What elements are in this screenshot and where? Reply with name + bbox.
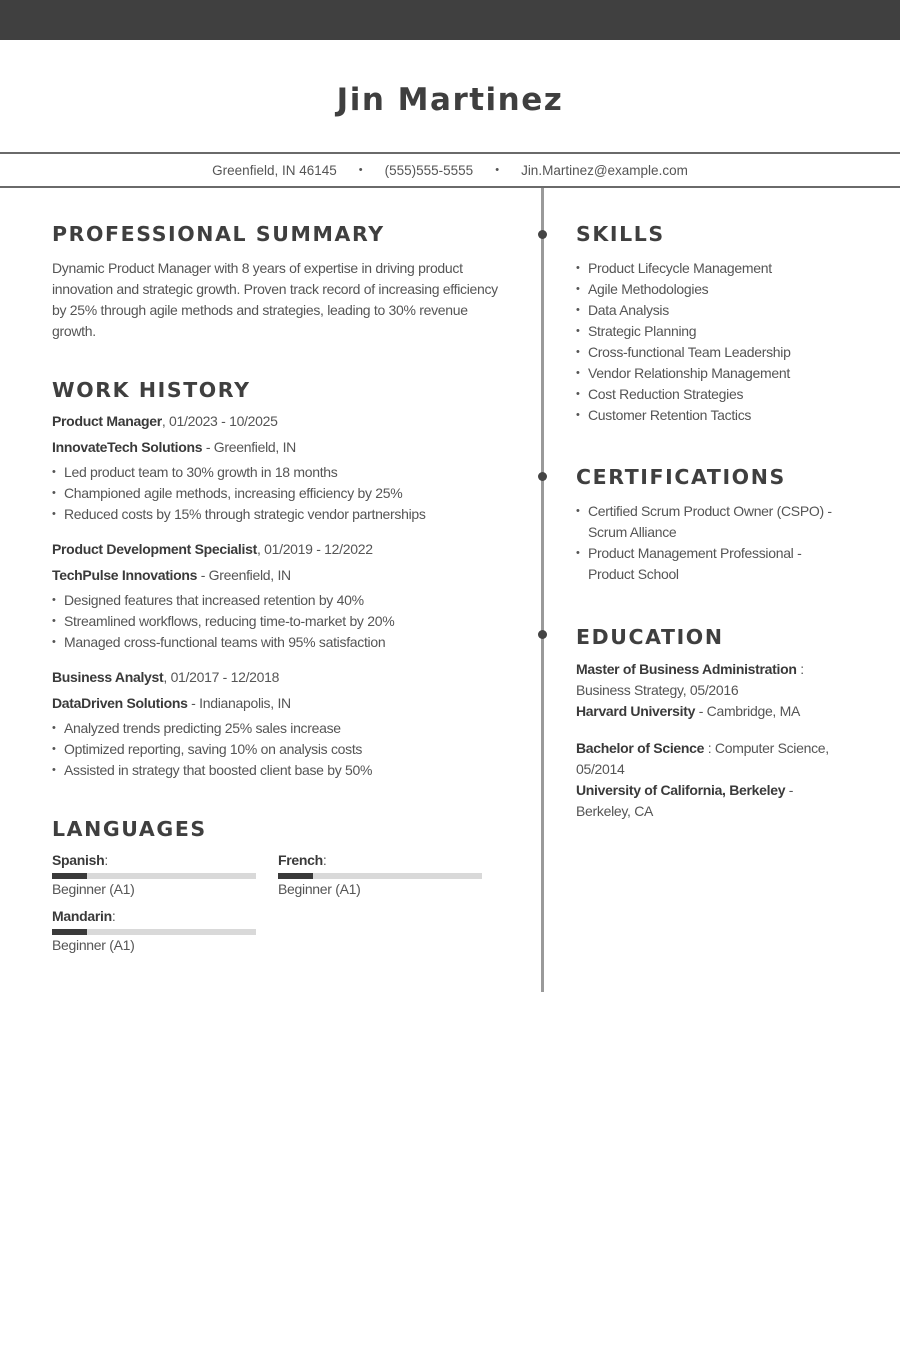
skill-item: • Vendor Relationship Management <box>576 363 866 384</box>
job-dates: , 01/2023 - 10/2025 <box>161 413 278 429</box>
job-dates: , 01/2019 - 12/2022 <box>256 541 373 557</box>
job-company: DataDriven Solutions <box>52 695 188 711</box>
certification-item: • Certified Scrum Product Owner (CSPO) - Scrum Alliance <box>576 501 851 543</box>
job-bullet: • Optimized reporting, saving 10% on analysis costs <box>52 739 512 760</box>
job-bullet: • Managed cross-functional teams with 95% satisfaction <box>52 632 512 653</box>
job-bullets <box>52 718 512 781</box>
skill-item: • Strategic Planning <box>576 321 866 342</box>
candidate-name: Jin Martinez <box>336 82 564 118</box>
section-title-languages: LANGUAGES <box>52 817 207 841</box>
education-detail: : Computer Science, 05/2014 <box>576 740 829 777</box>
skill-item: • Cost Reduction Strategies <box>576 384 866 405</box>
timeline-dot-icon <box>538 630 547 639</box>
education-degree: Master of Business Administration <box>576 661 797 677</box>
job-bullet: • Analyzed trends predicting 25% sales increase <box>52 718 512 739</box>
language-colon: : <box>322 852 327 868</box>
job-location: - Greenfield, IN <box>202 439 296 455</box>
language-proficiency-fill <box>52 873 87 879</box>
language-label <box>278 851 504 869</box>
education-degree: Bachelor of Science <box>576 740 705 756</box>
education-location: - Cambridge, MA <box>695 703 801 719</box>
language-name: Mandarin <box>52 908 112 924</box>
work-history-section <box>52 378 512 781</box>
certifications-section <box>576 465 866 585</box>
skills-section <box>576 222 866 426</box>
top-banner <box>0 0 900 40</box>
section-title-certifications: CERTIFICATIONS <box>576 465 786 489</box>
language-proficiency-fill <box>52 929 87 935</box>
language-proficiency-bar <box>278 873 482 879</box>
section-title-work-history: WORK HISTORY <box>52 378 251 402</box>
language-proficiency-bar <box>52 873 256 879</box>
language-name: Spanish <box>52 852 105 868</box>
job-company: InnovateTech Solutions <box>52 439 203 455</box>
job-role: Product Manager <box>52 413 162 429</box>
certifications-list <box>576 501 851 585</box>
job-role: Product Development Specialist <box>52 541 257 557</box>
section-title-education: EDUCATION <box>576 625 724 649</box>
section-title-summary: PROFESSIONAL SUMMARY <box>52 222 385 246</box>
job-company: TechPulse Innovations <box>52 567 198 583</box>
job-bullets <box>52 462 512 525</box>
skill-item: • Cross-functional Team Leadership <box>576 342 866 363</box>
language-item <box>52 907 278 955</box>
left-column <box>52 222 512 955</box>
contact-address: Greenfield, IN 46145 <box>212 162 337 178</box>
timeline-dot-icon <box>538 472 547 481</box>
language-list <box>52 851 512 955</box>
language-label <box>52 851 278 869</box>
language-name: French <box>278 852 323 868</box>
languages-section <box>52 817 512 955</box>
contact-separator: • <box>495 164 500 176</box>
skill-item: • Product Lifecycle Management <box>576 258 866 279</box>
language-proficiency-bar <box>52 929 256 935</box>
job-title-line <box>52 667 512 687</box>
education-school: University of California, Berkeley <box>576 782 786 798</box>
job-bullet: • Assisted in strategy that boosted client base by 50% <box>52 760 512 781</box>
right-column <box>576 222 866 822</box>
job-entry <box>52 411 512 525</box>
contact-email: Jin.Martinez@example.com <box>521 162 688 178</box>
language-colon: : <box>104 852 108 868</box>
skill-item: • Customer Retention Tactics <box>576 405 866 426</box>
contact-phone: (555)555-5555 <box>384 162 474 178</box>
job-bullet: • Championed agile methods, increasing efficiency by 25% <box>52 483 512 504</box>
language-level: Beginner (A1) <box>278 881 361 897</box>
section-title-skills: SKILLS <box>576 222 665 246</box>
job-dates: , 01/2017 - 12/2018 <box>163 669 280 685</box>
job-bullet: • Reduced costs by 15% through strategic vendor partnerships <box>52 504 512 525</box>
education-detail: : Business Strategy, 05/2016 <box>576 661 804 698</box>
education-section <box>576 625 866 822</box>
job-company-line <box>52 565 512 585</box>
contact-separator: • <box>358 164 363 176</box>
job-bullet: • Led product team to 30% growth in 18 months <box>52 462 512 483</box>
job-bullet: • Streamlined workflows, reducing time-to-market by 20% <box>52 611 512 632</box>
job-entry <box>52 667 512 781</box>
education-location: - Berkeley, CA <box>576 782 794 819</box>
job-location: - Greenfield, IN <box>197 567 291 583</box>
job-location: - Indianapolis, IN <box>187 695 291 711</box>
language-item <box>278 851 504 899</box>
column-divider <box>541 188 544 992</box>
language-level: Beginner (A1) <box>52 881 135 897</box>
skills-list <box>576 258 866 426</box>
language-colon: : <box>111 908 116 924</box>
skill-item: • Data Analysis <box>576 300 866 321</box>
job-title-line <box>52 539 512 559</box>
summary-section <box>52 222 512 342</box>
education-school: Harvard University <box>576 703 696 719</box>
job-company-line <box>52 693 512 713</box>
job-role: Business Analyst <box>52 669 164 685</box>
job-bullets <box>52 590 512 653</box>
job-company-line <box>52 437 512 457</box>
job-title-line <box>52 411 512 431</box>
language-item <box>52 851 278 899</box>
certification-item: • Product Management Professional - Product School <box>576 543 851 585</box>
language-label <box>52 907 278 925</box>
job-bullet: • Designed features that increased retention by 40% <box>52 590 512 611</box>
timeline-dot-icon <box>538 230 547 239</box>
language-level: Beginner (A1) <box>52 937 135 953</box>
contact-bar <box>0 152 900 188</box>
skill-item: • Agile Methodologies <box>576 279 866 300</box>
education-entry <box>576 738 851 822</box>
summary-text: Dynamic Product Manager with 8 years of expertise in driving product innovation and strategic growth. Proven track record of increasing efficiency by 25% through agile methods and strategies, leading to 30% revenue growth. <box>52 260 498 339</box>
education-entry <box>576 659 851 722</box>
job-entry <box>52 539 512 653</box>
language-proficiency-fill <box>278 873 313 879</box>
